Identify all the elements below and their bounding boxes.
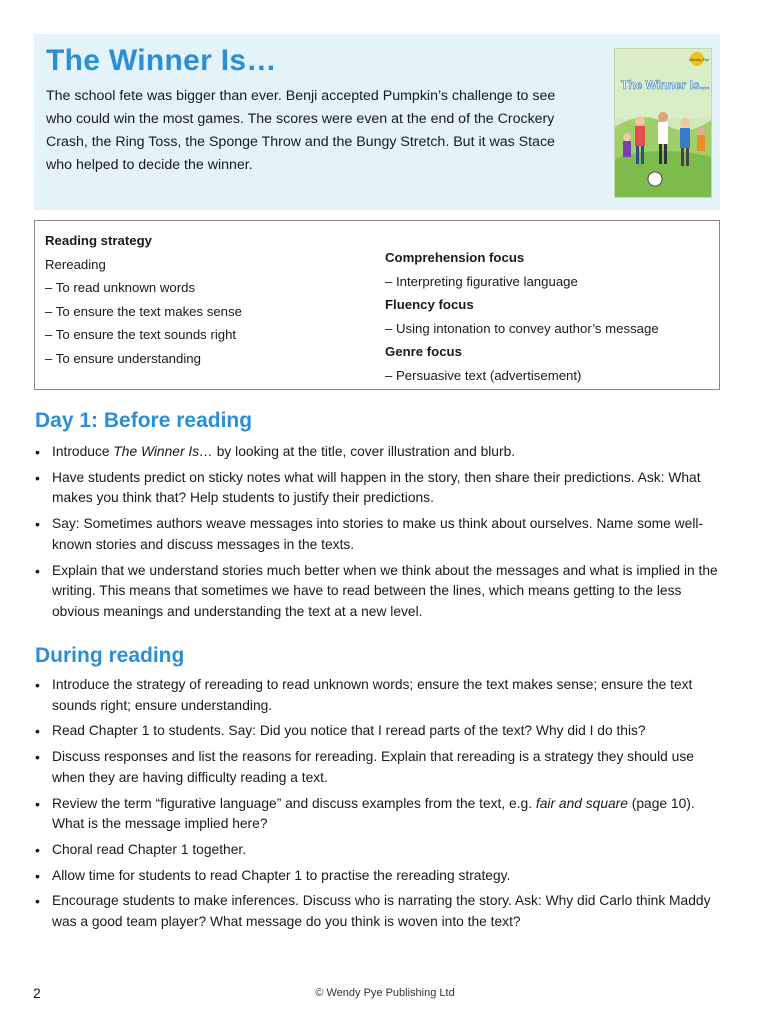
genre-focus-heading: Genre focus	[385, 344, 462, 359]
book-blurb: The school fete was bigger than ever. Benji accepted Pumpkin’s challenge to see who could win the most games. The scores were even at the end of the Crockery Crash, the Ring Toss, the Sponge Throw and the Bungy Stretch. But it was Stace who helped to decide the winner.	[46, 88, 556, 173]
list-item: • Discuss responses and list the reasons for rereading. Explain that rereading is a strategy they should use when they are having difficulty reading a text.	[35, 747, 725, 788]
title-banner	[34, 34, 720, 210]
fluency-focus-heading: Fluency focus	[385, 297, 474, 312]
reading-strategy-name: Rereading	[45, 256, 106, 272]
page-number: 2	[33, 985, 41, 1001]
copyright-footer: © Wendy Pye Publishing Ltd	[315, 987, 455, 999]
during-reading-list	[35, 675, 725, 938]
reading-strategy-heading: Reading strategy	[45, 233, 152, 248]
list-item: • Introduce The Winner Is… by looking at the title, cover illustration and blurb.	[35, 442, 725, 463]
list-item: • Explain that we understand stories much better when we think about the messages and what is implied in the writing. This means that sometimes we have to read between the lines, which means getting to the less obvious meanings and understanding the text at a new level.	[35, 561, 725, 623]
list-item: • Introduce the strategy of rereading to read unknown words; ensure the text makes sense; ensure the text sounds right; ensure understanding.	[35, 675, 725, 716]
fluency-focus-item: – Using intonation to convey author’s message	[385, 320, 659, 336]
cover-illustration	[615, 49, 712, 198]
strategy-box	[34, 220, 720, 390]
day1-list	[35, 442, 725, 628]
page-title: The Winner Is…	[46, 44, 277, 77]
strategy-item: – To ensure understanding	[45, 350, 201, 366]
publisher-badge: Wendy Pye	[689, 57, 710, 62]
strategy-item: – To ensure the text makes sense	[45, 303, 242, 319]
focus-column	[385, 246, 715, 387]
strategy-item: – To read unknown words	[45, 280, 196, 295]
day1-heading: Day 1: Before reading	[35, 409, 253, 432]
list-item: • Encourage students to make inferences. Discuss who is narrating the story. Ask: Why did Carlo think Maddy was a good team player? What message do you think is woven into the text?	[35, 891, 725, 932]
strategy-item: – To ensure the text sounds right	[45, 327, 237, 342]
list-item: • Review the term “figurative language” and discuss examples from the text, e.g. fair and square (page 10). What is the message implied here?	[35, 794, 725, 835]
reading-strategy-column	[45, 229, 375, 370]
list-item: • Have students predict on sticky notes what will happen in the story, then share their predictions. Ask: What makes you think that? Help students to justify their predictions.	[35, 468, 725, 509]
genre-focus-item: – Persuasive text (advertisement)	[385, 367, 582, 383]
comprehension-focus-item: – Interpreting figurative language	[385, 273, 578, 289]
comprehension-focus-heading: Comprehension focus	[385, 250, 525, 265]
cover-title: The Winner Is...	[621, 78, 710, 92]
list-item: • Say: Sometimes authors weave messages into stories to make us think about ourselves. Name some well-known stories and discuss messages in the texts.	[35, 514, 725, 555]
list-item: • Read Chapter 1 to students. Say: Did you notice that I reread parts of the text? Why did I do this?	[35, 721, 725, 742]
during-reading-heading: During reading	[35, 644, 185, 667]
list-item: • Choral read Chapter 1 together.	[35, 840, 725, 861]
book-cover-image	[614, 48, 712, 198]
list-item: • Allow time for students to read Chapter 1 to practise the rereading strategy.	[35, 866, 725, 887]
